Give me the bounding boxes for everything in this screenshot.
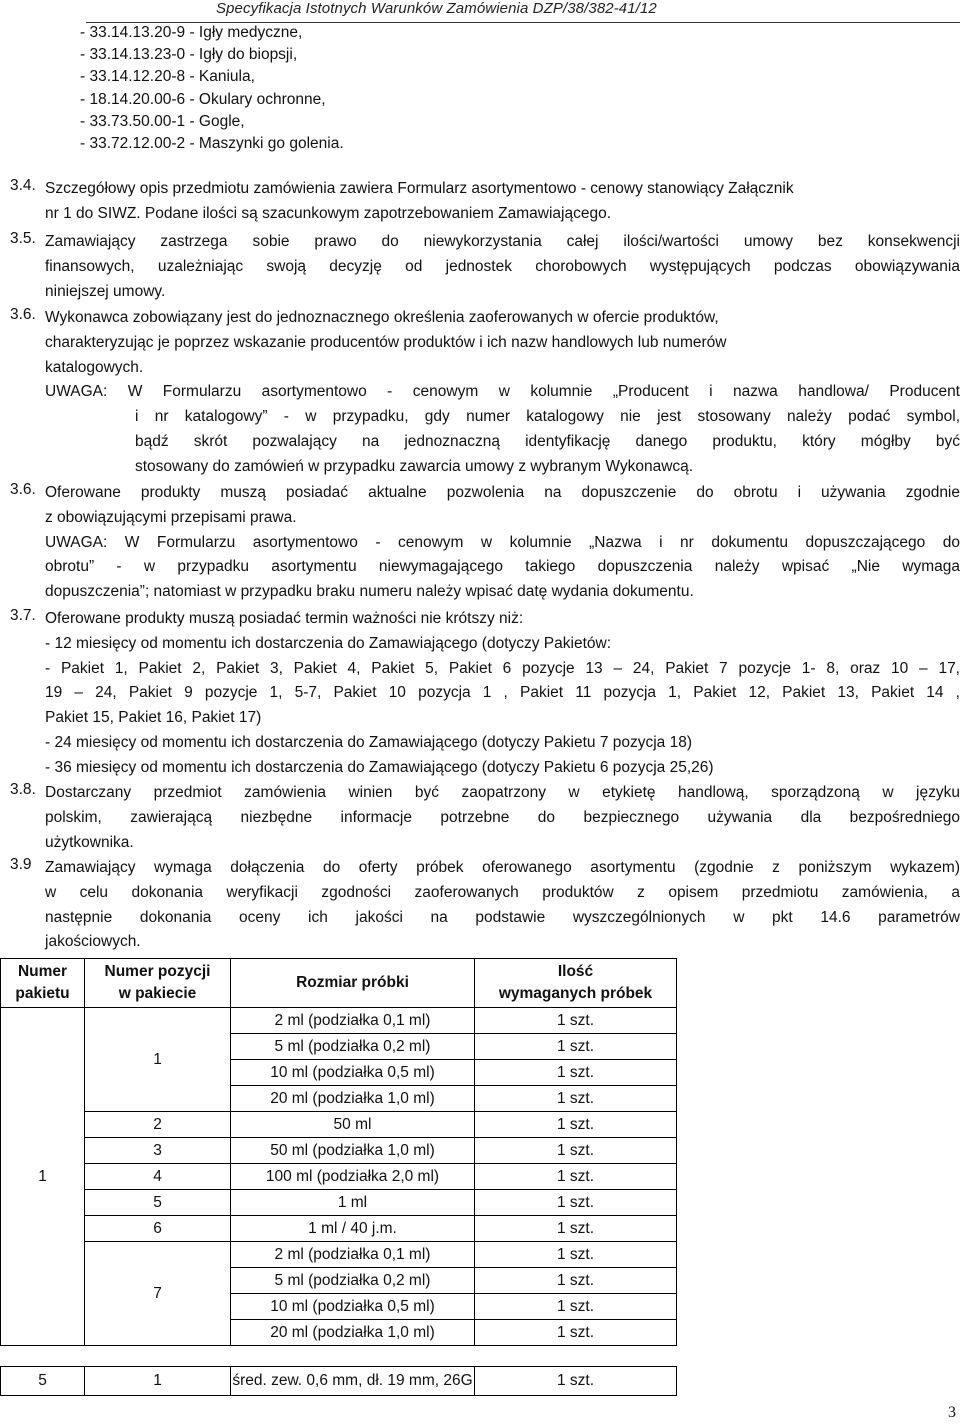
table-row xyxy=(1,1216,677,1242)
text-line: Dostarczany przedmiot zamówienia winien być zaopatrzony w etykietę handlową, sporządzoną w języku xyxy=(45,784,960,801)
text-line: niniejszej umowy. xyxy=(45,282,166,300)
quantity-cell: 1 szt. xyxy=(475,1242,677,1268)
sample-size-cell: 20 ml (podziałka 1,0 ml) xyxy=(231,1086,475,1112)
quantity-cell: 1 szt. xyxy=(475,1216,677,1242)
section-number: 3.6. xyxy=(10,481,36,498)
section-3-8 xyxy=(10,781,960,855)
text-line: UWAGA: W Formularzu asortymentowo - cenowym w kolumnie „Nazwa i nr dokumentu dopuszczającego do xyxy=(45,533,960,551)
text-line: obrotu” - w przypadku asortymentu niewymagającego takiego dopuszczenia należy wpisać „Nie wymaga xyxy=(45,558,960,576)
column-header xyxy=(231,959,475,1008)
header-text: Ilość xyxy=(557,963,594,980)
column-header xyxy=(1,959,85,1008)
table-row xyxy=(1,1190,677,1216)
sample-size-cell: 5 ml (podziałka 0,2 ml) xyxy=(231,1268,475,1294)
quantity-cell: 1 szt. xyxy=(475,1034,677,1060)
section-body xyxy=(45,781,960,855)
sample-size-cell: 2 ml (podziałka 0,1 ml) xyxy=(231,1008,475,1034)
table-header-row xyxy=(1,959,677,1008)
header-text: Rozmiar próbki xyxy=(296,974,409,991)
text-line: nr 1 do SIWZ. Podane ilości są szacunkowym zapotrzebowaniem Zamawiającego. xyxy=(45,204,612,222)
quantity-cell: 1 szt. xyxy=(475,1112,677,1138)
section-number: 3.4. xyxy=(10,177,36,194)
text-line: Wykonawca zobowiązany jest do jednoznacznego określenia zaoferowanych w ofercie produktów, xyxy=(45,309,719,326)
section-number: 3.7. xyxy=(10,607,36,624)
section-3-5 xyxy=(10,230,960,304)
text-line: dopuszczenia”; natomiast w przypadku braku numeru należy wpisać datę wydania dokumentu. xyxy=(45,583,694,601)
sample-size-cell: 100 ml (podziałka 2,0 ml) xyxy=(231,1164,475,1190)
uwaga-note-line: bądź skrót pozwalający na jednoznaczną identyfikację danego produktu, który mógłby być xyxy=(135,432,960,450)
tail-cell: 1 szt. xyxy=(475,1367,677,1396)
sample-size-cell: 10 ml (podziałka 0,5 ml) xyxy=(231,1294,475,1320)
sample-size-cell: 1 ml / 40 j.m. xyxy=(231,1216,475,1242)
list-item: - 33.14.13.23-0 - Igły do biopsji, xyxy=(80,46,298,64)
tail-cell: śred. zew. 0,6 mm, dł. 19 mm, 26G xyxy=(231,1367,475,1396)
quantity-cell: 1 szt. xyxy=(475,1320,677,1346)
quantity-cell: 1 szt. xyxy=(475,1008,677,1034)
header-text: Numer xyxy=(17,963,68,980)
quantity-cell: 1 szt. xyxy=(475,1138,677,1164)
column-header xyxy=(85,959,231,1008)
text-line: jakościowych. xyxy=(45,933,141,951)
text-line: - Pakiet 1, Pakiet 2, Pakiet 3, Pakiet 4, Pakiet 5, Pakiet 6 pozycje 13 – 24, Pakiet 7 pozycje 1- 8, oraz 10 – 17, xyxy=(45,659,960,677)
quantity-cell: 1 szt. xyxy=(475,1086,677,1112)
text-line: Pakiet 15, Pakiet 16, Pakiet 17) xyxy=(45,709,262,727)
table-row xyxy=(1,1164,677,1190)
header-text: w pakiecie xyxy=(118,985,197,1002)
text-line: polskim, zawierającą niezbędne informacje potrzebne do bezpiecznego używania dla bezpośredniego xyxy=(45,808,960,826)
table-row xyxy=(1,1138,677,1164)
section-body xyxy=(45,230,960,304)
sample-size-cell: 20 ml (podziałka 1,0 ml) xyxy=(231,1320,475,1346)
text-line: w celu dokonania weryfikacji zgodności zaoferowanych produktów z opisem przedmiotu zamówienia, a xyxy=(45,883,960,901)
section-body xyxy=(45,481,960,605)
pakiet-cell: 1 xyxy=(1,1008,85,1346)
uwaga-note-line: stosowany do zamówień w przypadku zawarcia umowy z wybranym Wykonawcą. xyxy=(135,457,694,475)
pozycja-cell: 4 xyxy=(85,1164,231,1190)
section-body xyxy=(45,306,960,480)
table-row xyxy=(1,1242,677,1268)
document-header: Specyfikacja Istotnych Warunków Zamówienia DZP/38/382-41/12 xyxy=(216,0,657,17)
quantity-cell: 1 szt. xyxy=(475,1190,677,1216)
text-line: z obowiązującymi przepisami prawa. xyxy=(45,508,297,526)
table-row xyxy=(1,1112,677,1138)
column-header xyxy=(475,959,677,1008)
pozycja-cell: 7 xyxy=(85,1242,231,1346)
text-line: charakteryzując je poprzez wskazanie producentów produktów i ich nazw handlowych lub numerów xyxy=(45,333,727,351)
text-line: - 36 miesięcy od momentu ich dostarczenia do Zamawiającego (dotyczy Pakietu 6 pozycja 25,26) xyxy=(45,758,714,776)
text-line: Zamawiający zastrzega sobie prawo do niewykorzystania całej ilości/wartości umowy bez konsekwencji xyxy=(45,233,960,250)
text-line: Oferowane produkty muszą posiadać aktualne pozwolenia na dopuszczenie do obrotu i używania zgodnie xyxy=(45,484,960,501)
text-line: Oferowane produkty muszą posiadać termin ważności nie krótszy niż: xyxy=(45,610,524,627)
list-item: - 33.72.12.00-2 - Maszynki go golenia. xyxy=(80,134,344,152)
quantity-cell: 1 szt. xyxy=(475,1294,677,1320)
text-line: finansowych, uzależniając swoją decyzję od jednostek chorobowych występujących podczas obowiązywania xyxy=(45,257,960,275)
list-item: - 33.14.12.20-8 - Kaniula, xyxy=(80,68,255,86)
section-body xyxy=(45,607,960,781)
header-text: wymaganych próbek xyxy=(498,985,653,1002)
uwaga-note-line: i nr katalogowy” - w przypadku, gdy numer katalogowy nie jest stosowany należy podać symbol, xyxy=(135,408,960,426)
sample-size-cell: 2 ml (podziałka 0,1 ml) xyxy=(231,1242,475,1268)
text-line: katalogowych. xyxy=(45,358,144,376)
section-3-6-a xyxy=(10,306,960,480)
list-item: - 18.14.20.00-6 - Okulary ochronne, xyxy=(80,90,326,108)
samples-table-tail xyxy=(0,1366,677,1396)
list-item: - 33.14.13.20-9 - Igły medyczne, xyxy=(80,24,303,41)
quantity-cell: 1 szt. xyxy=(475,1164,677,1190)
section-body xyxy=(45,177,960,227)
sample-size-cell: 5 ml (podziałka 0,2 ml) xyxy=(231,1034,475,1060)
section-body xyxy=(45,856,960,955)
pozycja-cell: 5 xyxy=(85,1190,231,1216)
sample-size-cell: 50 ml xyxy=(231,1112,475,1138)
pozycja-cell: 6 xyxy=(85,1216,231,1242)
sample-size-cell: 10 ml (podziałka 0,5 ml) xyxy=(231,1060,475,1086)
tail-cell: 1 xyxy=(85,1367,231,1396)
text-line: Szczegółowy opis przedmiotu zamówienia zawiera Formularz asortymentowo - cenowy stanowiący Załącznik xyxy=(45,180,794,197)
tail-cell: 5 xyxy=(1,1367,85,1396)
quantity-cell: 1 szt. xyxy=(475,1060,677,1086)
section-number: 3.9 xyxy=(10,856,32,873)
section-3-9 xyxy=(10,856,960,955)
section-number: 3.8. xyxy=(10,781,36,798)
cpv-list xyxy=(80,22,344,155)
pozycja-cell: 3 xyxy=(85,1138,231,1164)
pozycja-cell: 2 xyxy=(85,1112,231,1138)
text-line: 19 – 24, Pakiet 9 pozycje 1, 5-7, Pakiet 10 pozycja 1 , Pakiet 11 pozycja 1, Pakiet 12, Pakiet 13, Pakiet 14 , xyxy=(45,684,960,702)
text-line: Zamawiający wymaga dołączenia do oferty próbek oferowanego asortymentu (zgodnie z poniższym wykazem) xyxy=(45,859,960,876)
list-item: - 33.73.50.00-1 - Gogle, xyxy=(80,112,245,130)
table-row xyxy=(1,1008,677,1034)
text-line: użytkownika. xyxy=(45,833,134,851)
sample-size-cell: 50 ml (podziałka 1,0 ml) xyxy=(231,1138,475,1164)
page-number: 3 xyxy=(948,1404,956,1421)
section-3-6-b xyxy=(10,481,960,605)
text-line: następnie dokonania oceny ich jakości na podstawie wyszczególnionych w pkt 14.6 parametrów xyxy=(45,908,960,926)
pozycja-cell: 1 xyxy=(85,1008,231,1112)
quantity-cell: 1 szt. xyxy=(475,1268,677,1294)
section-3-4 xyxy=(10,177,960,227)
text-line: - 12 miesięcy od momentu ich dostarczenia do Zamawiającego (dotyczy Pakietów: xyxy=(45,634,612,652)
table-row xyxy=(1,1367,677,1396)
uwaga-note: UWAGA: W Formularzu asortymentowo - cenowym w kolumnie „Producent i nazwa handlowa/ Producent xyxy=(45,383,960,401)
sample-size-cell: 1 ml xyxy=(231,1190,475,1216)
samples-table xyxy=(0,958,677,1346)
header-text: Numer pozycji xyxy=(104,963,211,980)
text-line: - 24 miesięcy od momentu ich dostarczenia do Zamawiającego (dotyczy Pakietu 7 pozycja 18) xyxy=(45,733,693,751)
section-number: 3.6. xyxy=(10,306,36,323)
section-number: 3.5. xyxy=(10,230,36,247)
header-text: pakietu xyxy=(15,985,70,1002)
section-3-7 xyxy=(10,607,960,781)
